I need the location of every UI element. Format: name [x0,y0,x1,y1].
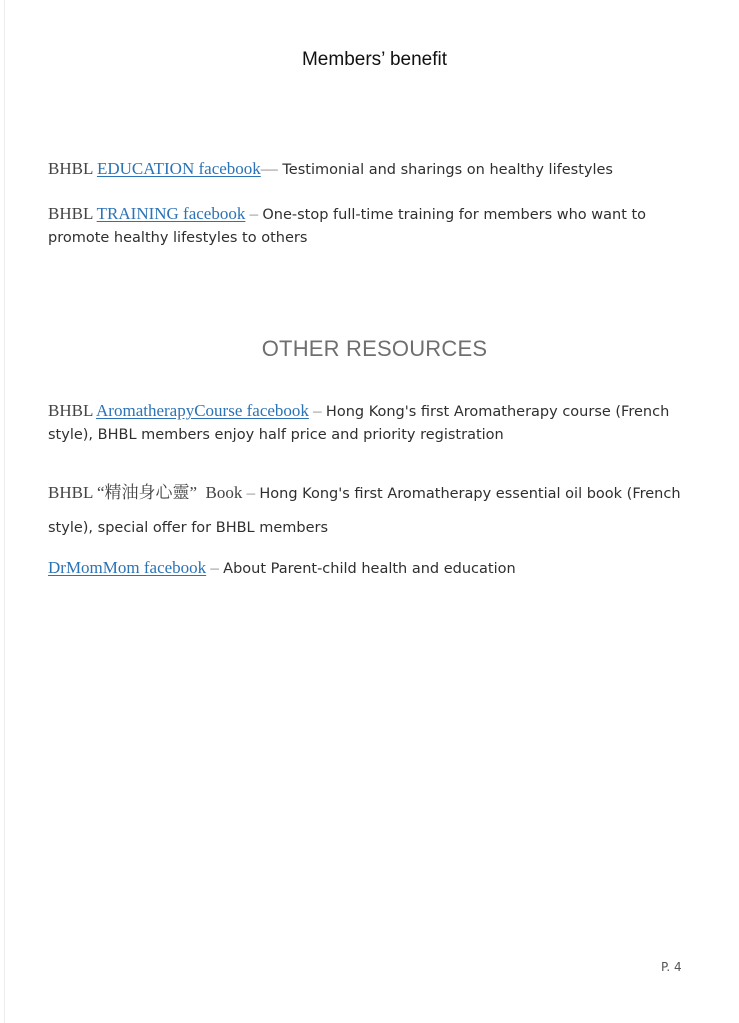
page-title: Members’ benefit [301,49,448,70]
bhbl-prefix: BHBL [48,401,97,420]
bhbl-prefix: BHBL [48,204,97,223]
page-number: P. 4 [661,960,682,974]
aromatherapy-course-item [48,399,708,447]
book-title: BHBL “精油身心靈” Book [48,483,243,502]
education-facebook-item [48,157,708,182]
aromatherapy-course-facebook-link[interactable]: AromatherapyCourse facebook [96,401,309,420]
item-separator: – [308,401,326,420]
item-description: Testimonial and sharings on healthy lifestyles [277,162,613,178]
item-separator: – [245,204,263,223]
page-edge [4,0,5,1023]
training-facebook-link[interactable]: TRAINING facebook [96,204,246,223]
drmommom-facebook-link[interactable]: DrMomMom facebook [48,558,207,577]
item-description: Hong Kong's first Aromatherapy essential oil book (French style), special offer for BHBL members [48,486,681,536]
item-separator: — [260,159,278,178]
item-description: About Parent-child health and education [223,561,516,577]
item-separator: – [242,483,260,502]
item-description: One-stop full-time training for members who want to promote healthy lifestyles to others [48,207,647,246]
bhbl-prefix: BHBL [48,159,97,178]
training-facebook-item [48,202,708,250]
other-resources-heading: OTHER RESOURCES [261,336,488,361]
drmommom-item [48,556,708,581]
aromatherapy-book-item [48,476,708,545]
item-separator: – [206,558,224,577]
item-description: Hong Kong's first Aromatherapy course (French style), BHBL members enjoy half price and priority registration [48,404,670,443]
education-facebook-link[interactable]: EDUCATION facebook [96,159,261,178]
